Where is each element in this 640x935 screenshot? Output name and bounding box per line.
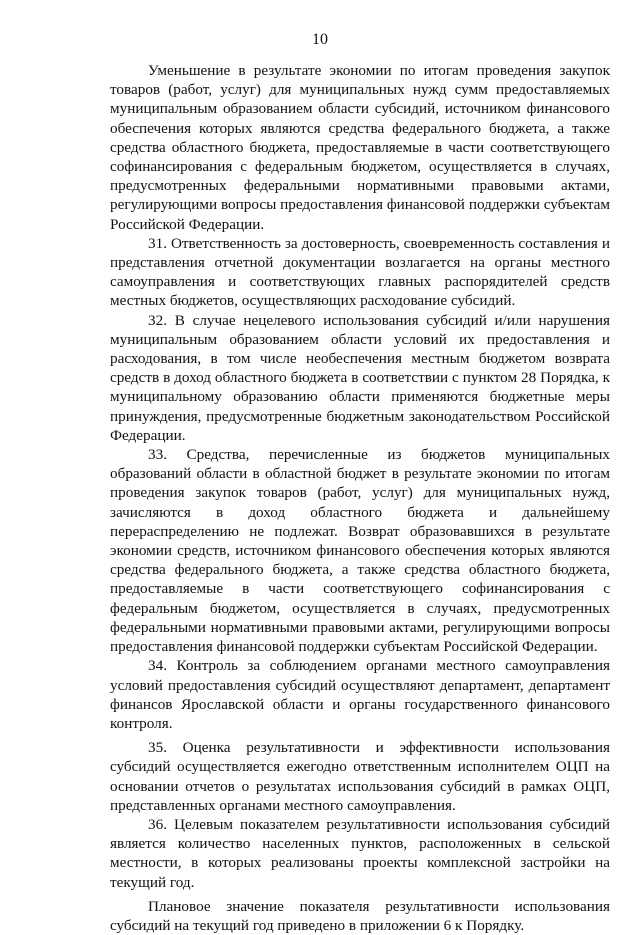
paragraph-budget-reduction: Уменьшение в результате экономии по итогам проведения закупок товаров (работ, услуг) для муниципальных нужд сумм предоставляемых муниципальным образованием области субсидий, источником финансового обеспечения которых являются средства федерального бюджета, а также средства областного бюджета, предоставляемые в части соответствующего софинансирования с федеральным бюджетом, осуществляется в случаях, предусмотренных федеральными нормативными правовыми актами, регулирующими вопросы предоставления финансовой поддержки субъектам Российской Федерации. xyxy=(110,62,610,233)
paragraph-31-responsibility: 31. Ответственность за достоверность, своевременность составления и представления отчетной документации возлагается на органы местного самоуправления и соответствующих главных распорядителей средств местных бюджетов, осуществляющих расходование субсидий. xyxy=(110,234,610,310)
paragraph-36-target-indicator: 36. Целевым показателем результативности использования субсидий является количество населенных пунктов, расположенных в сельской местности, в которых реализованы проекты комплексной застройки на текущий год. xyxy=(110,815,610,891)
paragraph-34-control: 34. Контроль за соблюдением органами местного самоуправления условий предоставления субсидий осуществляют департамент, департамент финансов Ярославской области и органы государственного финансового контроля. xyxy=(110,657,610,732)
paragraph-33-returned-funds: 33. Средства, перечисленные из бюджетов муниципальных образований области в областной бюджет в результате экономии по итогам проведения закупок товаров (работ, услуг) для муниципальных нужд, зачисляются в доход областного бюджета и дальнейшему перераспределению не подлежат. Возврат образовавшихся в результате экономии средств, источником финансового обеспечения которых являются средства федерального бюджета, а также средства областного бюджета, предоставляемые в части соответствующего софинансирования с федеральным бюджетом, осуществляется в случаях, предусмотренных федеральными нормативными правовыми актами, регулирующими вопросы предоставления финансовой поддержки субъектам Российской Федерации. xyxy=(110,446,610,656)
document-body xyxy=(110,61,610,935)
paragraph-32-misuse: 32. В случае нецелевого использования субсидий и/или нарушения муниципальным образованием области условий их предоставления и расходования, в том числе необеспечения местным бюджетом возврата средств в доход областного бюджета в соответствии с пунктом 28 Порядка, к муниципальному образованию области применяются бюджетные меры принуждения, предусмотренные бюджетным законодательством Российской Федерации. xyxy=(110,311,610,444)
page-number: 10 xyxy=(312,31,328,48)
paragraph-35-evaluation: 35. Оценка результативности и эффективности использования субсидий осуществляется ежегодно ответственным исполнителем ОЦП на основании отчетов о результатах использования субсидий в рамках ОЦП, представленных органами местного самоуправления. xyxy=(110,739,610,814)
paragraph-planned-value: Плановое значение показателя результативности использования субсидий на текущий год приведено в приложении 6 к Порядку. xyxy=(110,897,610,934)
